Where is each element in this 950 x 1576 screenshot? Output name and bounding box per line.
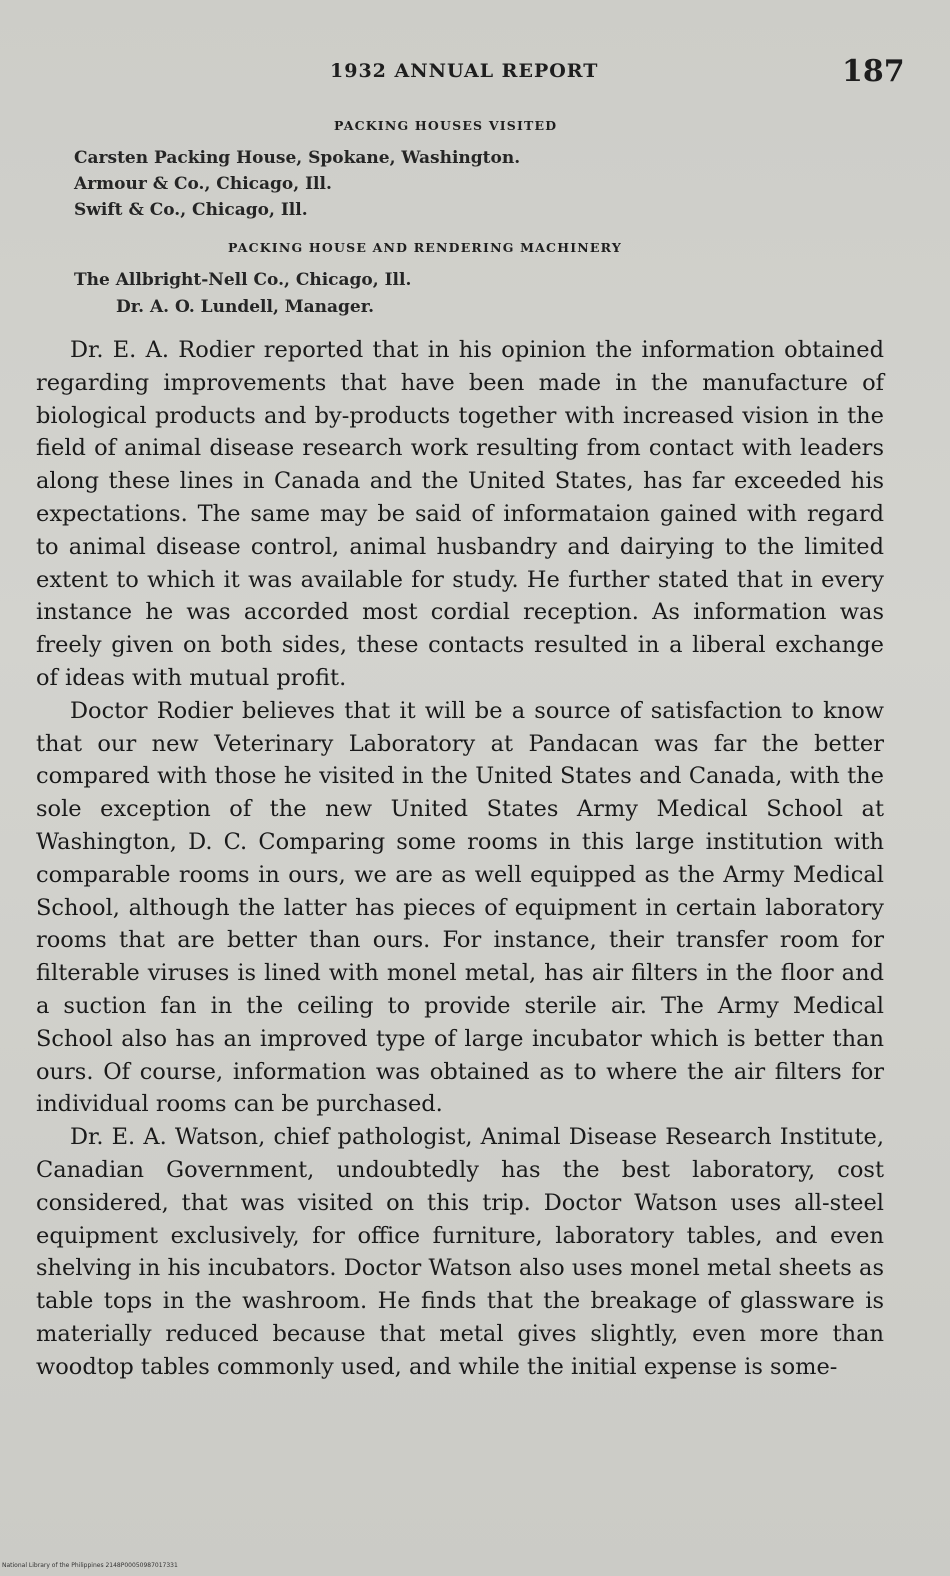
- machinery-manager-entry: Dr. A. O. Lundell, Manager.: [116, 297, 375, 317]
- paragraph-rodier-laboratory: Doctor Rodier believes that it will be a source of satisfaction to know that our new Veterinary Laboratory at Pandacan was far the better compared with those he visited in the United States and Canada, with the sole exception of the new United States Army Medical School at Washington, D. C. Comparing some rooms in this large institution with comparable rooms in ours, we are as well equipped as the Army Medical School, although the latter has pieces of equipment in certain laboratory rooms that are better than ours. For instance, their transfer room for filterable viruses is lined with monel metal, has air filters in the floor and a suction fan in the ceiling to provide sterile air. The Army Medical School also has an improved type of large incubator which is better than ours. Of course, information was obtained as to where the air filters for individual rooms can be purchased.: [36, 697, 884, 1118]
- machinery-heading: PACKING HOUSE AND RENDERING MACHINERY: [228, 240, 622, 255]
- packing-house-entry: Armour & Co., Chicago, Ill.: [74, 174, 332, 194]
- packing-house-entry: Carsten Packing House, Spokane, Washington.: [74, 148, 521, 168]
- page-header: [0, 54, 950, 94]
- running-head: 1932 ANNUAL REPORT: [330, 60, 599, 82]
- packing-houses-heading: PACKING HOUSES VISITED: [334, 118, 558, 133]
- report-body: [36, 334, 884, 1384]
- packing-house-entry: Swift & Co., Chicago, Ill.: [74, 200, 308, 220]
- library-footer: National Library of the Philippines 2148P00050987017331: [2, 1562, 178, 1569]
- machinery-entry: The Allbright-Nell Co., Chicago, Ill.: [74, 270, 412, 290]
- paragraph-rodier-report: Dr. E. A. Rodier reported that in his opinion the information obtained regarding improvements that have been made in the manufacture of biological products and by-products together with increased vision in the field of animal disease research work resulting from contact with leaders along these lines in Canada and the United States, has far exceeded his expectations. The same may be said of informataion gained with regard to animal disease control, animal husbandry and dairying to the limited extent to which it was available for study. He further stated that in every instance he was accorded most cordial reception. As information was freely given on both sides, these contacts resulted in a liberal exchange of ideas with mutual profit.: [36, 337, 884, 691]
- paragraph-watson: Dr. E. A. Watson, chief pathologist, Animal Disease Research Institute, Canadian Government, undoubtedly has the best laboratory, cost considered, that was visited on this trip. Doctor Watson uses all-steel equipment exclusively, for office furniture, laboratory tables, and even shelving in his incubators. Doctor Watson also uses monel metal sheets as table tops in the washroom. He finds that the breakage of glassware is materially reduced because that metal gives slightly, even more than woodtop tables commonly used, and while the initial expense is some-: [36, 1124, 884, 1380]
- page-number: 187: [842, 54, 905, 89]
